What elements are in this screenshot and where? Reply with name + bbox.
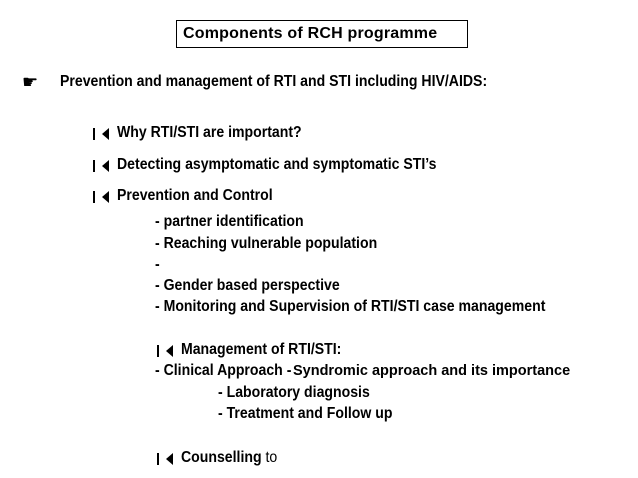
prevention-item: - (155, 256, 160, 273)
sub-point-why: Why RTI/STI are important? (117, 124, 302, 141)
clinical-approach-detail: Syndromic approach and its importance (292, 363, 571, 379)
clinical-approach-prefix: - Clinical Approach - (155, 362, 292, 379)
pointing-hand-icon: ☛ (22, 72, 39, 92)
bullet-arrow-icon (102, 191, 109, 206)
bullet-arrow-icon (166, 345, 173, 360)
bullet-arrow-icon (102, 160, 109, 175)
prevention-item: - Gender based perspective (155, 277, 340, 294)
management-heading: Management of RTI/STI: (181, 341, 342, 358)
management-item: - Laboratory diagnosis (218, 384, 370, 401)
slide-title-text: Components of RCH programme (183, 25, 438, 42)
main-point: Prevention and management of RTI and STI including HIV/AIDS: (60, 73, 488, 90)
counselling (181, 449, 277, 467)
sub-point-prevention: Prevention and Control (117, 187, 273, 204)
prevention-item: - Reaching vulnerable population (155, 235, 378, 252)
prevention-item: - Monitoring and Supervision of RTI/STI case management (155, 298, 546, 315)
bullet-arrow-icon (102, 128, 109, 143)
bullet-arrow-icon (166, 453, 173, 468)
clinical-approach (155, 362, 570, 380)
counselling-suffix: to (261, 449, 278, 466)
prevention-item: - partner identification (155, 213, 304, 230)
sub-point-detecting: Detecting asymptomatic and symptomatic STI’s (117, 156, 437, 173)
counselling-label: Counselling (181, 449, 262, 466)
management-item: - Treatment and Follow up (218, 405, 393, 422)
slide-title (176, 20, 468, 48)
